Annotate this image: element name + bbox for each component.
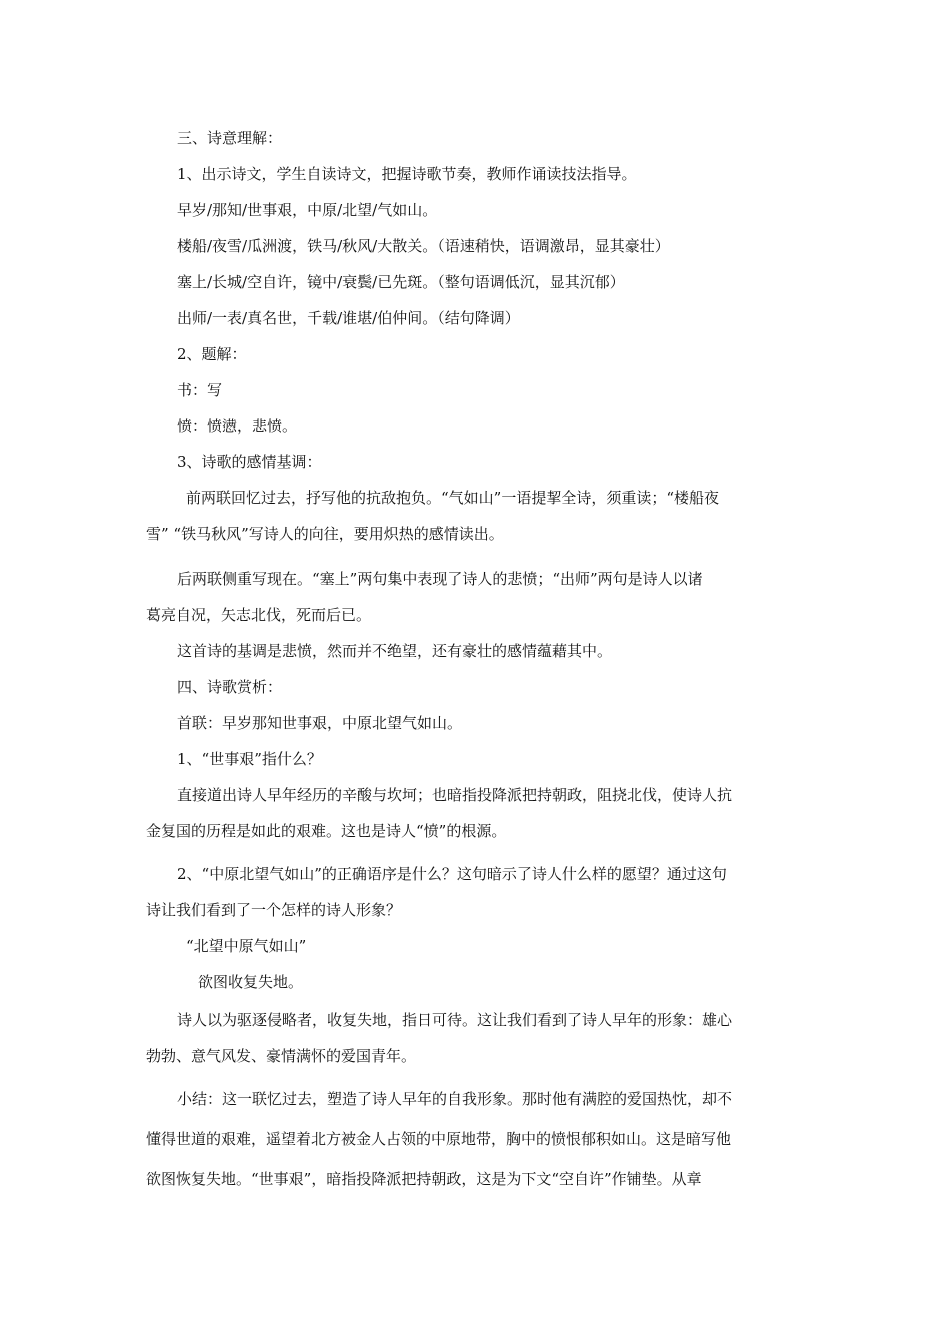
paragraph-line: 直接道出诗人早年经历的辛酸与坎坷；也暗指投降派把持朝政，阻挠北伐，使诗人抗 [177, 786, 733, 804]
answer-line: “北望中原气如山” [186, 937, 307, 955]
summary-line: 懂得世道的艰难，遥望着北方被金人占领的中原地带，胸中的愤恨郁积如山。这是暗写他 [146, 1130, 732, 1148]
paragraph-line: 雪” “铁马秋风”写诗人的向往，要用炽热的感情读出。 [146, 525, 504, 543]
section-heading-poem-meaning: 三、诗意理解： [177, 129, 283, 147]
question-line: 2、“中原北望气如山”的正确语序是什么？这句暗示了诗人什么样的愿望？通过这句 [177, 865, 727, 883]
poem-line: 楼船/夜雪/瓜洲渡，铁马/秋风/大散关。（语速稍快，语调激昂，显其豪壮） [177, 237, 670, 255]
paragraph-line: 前两联回忆过去，抒写他的抗敌抱负。“气如山”一语提挈全诗，须重读；“楼船夜 [186, 489, 720, 507]
definition-line: 书：写 [177, 381, 223, 399]
answer-line: 欲图收复失地。 [198, 973, 304, 991]
paragraph-line: 勃勃、意气风发、豪情满怀的爱国青年。 [146, 1047, 417, 1065]
summary-line: 欲图恢复失地。“世事艰”，暗指投降派把持朝政，这是为下文“空自许”作铺垫。从章 [146, 1170, 702, 1188]
poem-line: 出师/一表/真名世，千载/谁堪/伯仲间。（结句降调） [177, 309, 520, 327]
paragraph-line: 诗人以为驱逐侵略者，收复失地，指日可待。这让我们看到了诗人早年的形象：雄心 [177, 1011, 733, 1029]
poem-line: 早岁/那知/世事艰，中原/北望/气如山。 [177, 201, 438, 219]
definition-line: 愤：愤懑，悲愤。 [177, 417, 298, 435]
subheading-title-explanation: 2、题解： [177, 345, 247, 363]
paragraph-line: 首联：早岁那知世事艰，中原北望气如山。 [177, 714, 463, 732]
paragraph-line: 1、出示诗文，学生自读诗文，把握诗歌节奏，教师作诵读技法指导。 [177, 165, 637, 183]
paragraph-line: 这首诗的基调是悲愤，然而并不绝望，还有豪壮的感情蕴藉其中。 [177, 642, 613, 660]
paragraph-line: 金复国的历程是如此的艰难。这也是诗人“愤”的根源。 [146, 822, 507, 840]
poem-line: 塞上/长城/空自许，镜中/衰鬓/已先斑。（整句语调低沉，显其沉郁） [177, 273, 625, 291]
section-heading-poem-appreciation: 四、诗歌赏析： [177, 678, 283, 696]
paragraph-line: 后两联侧重写现在。“塞上”两句集中表现了诗人的悲愤；“出师”两句是诗人以诸 [177, 570, 703, 588]
paragraph-line: 葛亮自况，矢志北伐，死而后已。 [146, 606, 372, 624]
question-line: 诗让我们看到了一个怎样的诗人形象？ [146, 901, 402, 919]
subheading-emotional-tone: 3、诗歌的感情基调： [177, 453, 322, 471]
question-line: 1、“世事艰”指什么？ [177, 750, 322, 768]
summary-line: 小结：这一联忆过去，塑造了诗人早年的自我形象。那时他有满腔的爱国热忱，却不 [177, 1090, 733, 1108]
